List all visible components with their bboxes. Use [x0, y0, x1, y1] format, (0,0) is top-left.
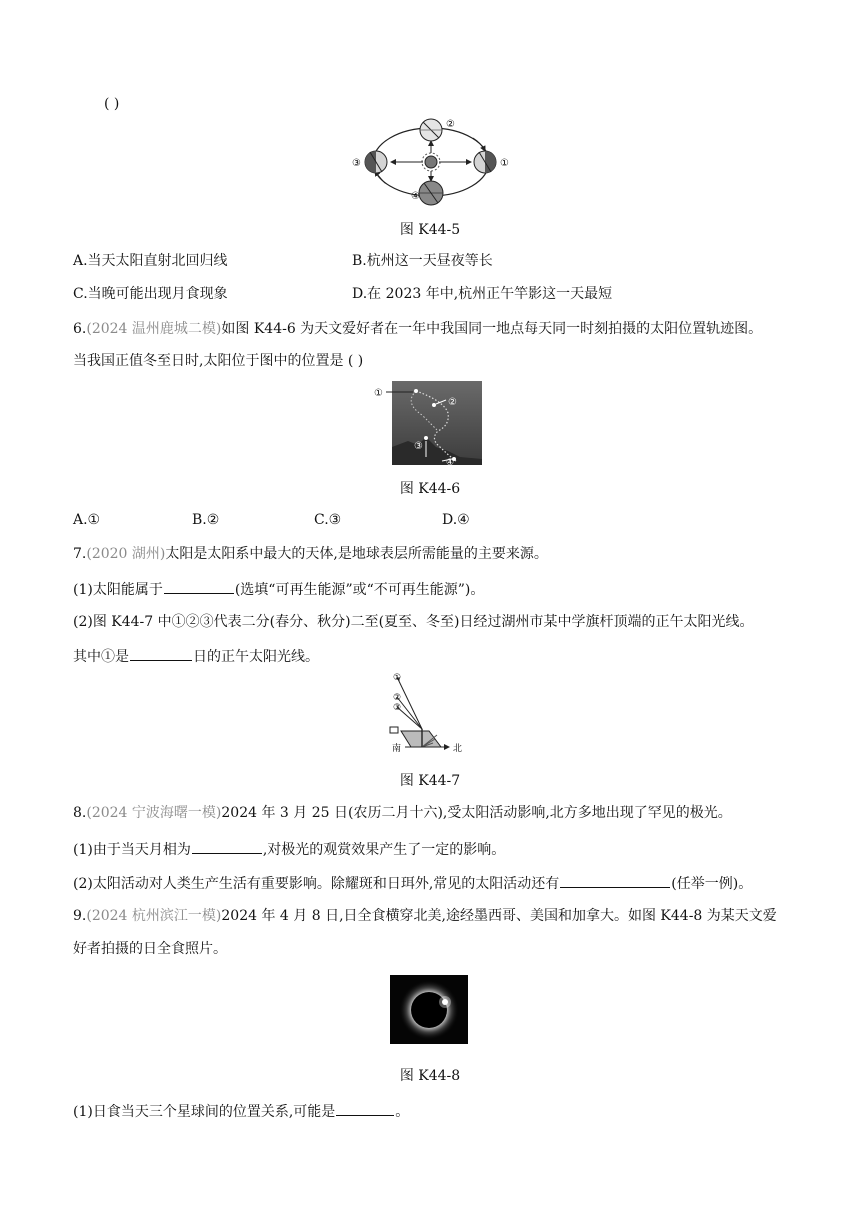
figure-k44-7-caption: 图 K44-7: [399, 773, 461, 789]
q7-sub2-answer-blank[interactable]: [130, 645, 192, 661]
label-4: ④: [446, 458, 455, 465]
q8-sub2: (2)太阳活动对人类生产生活有重要影响。除耀斑和日珥外,常见的太阳活动还有 (任举一例)。: [73, 872, 752, 894]
label-3: ③: [352, 158, 361, 169]
q7-text: 太阳是太阳系中最大的天体,是地球表层所需能量的主要来源。: [165, 546, 548, 562]
label-2: ②: [446, 119, 455, 130]
label-2: ②: [393, 693, 402, 703]
q6-option-d: D.④: [442, 512, 470, 528]
q6-source: (2024 温州鹿城二模): [86, 321, 222, 337]
label-3: ③: [393, 703, 402, 713]
q9-stem-line1: [73, 906, 777, 926]
q7-sub1: (1)太阳能属于 (选填“可再生能源”或“不可再生能源”)。: [73, 578, 484, 600]
earth-position-1-icon: [474, 151, 496, 173]
q7-sub2-line2: 其中①是 日的正午太阳光线。: [73, 645, 319, 667]
q6-number: 6.: [73, 321, 87, 337]
q5-option-a: A.当天太阳直射北回归线: [73, 253, 228, 269]
q9-sub1: (1)日食当天三个星球间的位置关系,可能是 。: [73, 1100, 409, 1122]
q9-source: (2024 杭州滨江一模): [86, 908, 222, 924]
north-label: 北: [453, 744, 463, 754]
q8-sub2-answer-blank[interactable]: [560, 872, 670, 888]
label-4: ④: [411, 191, 420, 202]
q9-stem-line2: 好者拍摄的日全食照片。: [73, 941, 227, 957]
figure-k44-8-caption: 图 K44-8: [399, 1068, 461, 1084]
figure-k44-6-caption: 图 K44-6: [399, 481, 461, 497]
q8-sub1-answer-blank[interactable]: [192, 838, 262, 854]
q7-source: (2020 湖州): [86, 546, 166, 562]
q7-number: 7.: [73, 546, 87, 562]
figure-k44-5: [345, 113, 515, 208]
q9-number: 9.: [73, 908, 87, 924]
q6-stem-line2: 当我国正值冬至日时,太阳位于图中的位置是 ( ): [73, 353, 364, 369]
q6-option-a: A.①: [73, 512, 101, 528]
q7-sub1-answer-blank[interactable]: [164, 578, 234, 594]
q6-option-c: C.③: [314, 512, 342, 528]
q8-source: (2024 宁波海曙一模): [86, 805, 222, 821]
q5-option-d: D.在 2023 年中,杭州正午竿影这一天最短: [352, 286, 613, 302]
q9-sub1-answer-blank[interactable]: [336, 1100, 394, 1116]
q8-number: 8.: [73, 805, 87, 821]
earth-position-4-icon: [419, 181, 443, 205]
earth-position-2-icon: [420, 119, 442, 141]
q8-stem: [73, 803, 732, 823]
q6-option-b: B.②: [192, 512, 220, 528]
label-2: ②: [448, 397, 457, 408]
label-1: ①: [374, 388, 383, 399]
q7-stem: [73, 544, 548, 564]
q5-option-b: B.杭州这一天昼夜等长: [352, 253, 493, 269]
label-1: ①: [500, 158, 509, 169]
q5-option-c: C.当晚可能出现月食现象: [73, 286, 228, 302]
q5-answer-paren: ( ): [104, 96, 120, 112]
sun-icon: [422, 153, 440, 171]
south-label: 南: [392, 744, 402, 754]
figure-k44-7: [385, 671, 475, 759]
q7-sub2-line1: (2)图 K44-7 中①②③代表二分(春分、秋分)二至(夏至、冬至)日经过湖州市某中学旗杆顶端的正午太阳光线。: [73, 614, 754, 630]
q8-sub1: (1)由于当天月相为 ,对极光的观赏效果产生了一定的影响。: [73, 838, 505, 860]
label-3: ③: [414, 441, 423, 452]
q9-text: 2024 年 4 月 8 日,日全食横穿北美,途经墨西哥、美国和加拿大。如图 K44-8 为某天文爱: [221, 908, 777, 924]
label-1: ①: [393, 673, 402, 683]
earth-position-3-icon: [365, 151, 387, 173]
q6-stem-line1: [73, 319, 762, 339]
figure-k44-8: [390, 975, 468, 1044]
q8-text: 2024 年 3 月 25 日(农历二月十六),受太阳活动影响,北方多地出现了罕见的极光。: [221, 805, 732, 821]
figure-k44-5-caption: 图 K44-5: [399, 222, 461, 238]
q6-text: 如图 K44-6 为天文爱好者在一年中我国同一地点每天同一时刻拍摄的太阳位置轨迹图。: [221, 321, 763, 337]
figure-k44-6: [374, 381, 484, 465]
